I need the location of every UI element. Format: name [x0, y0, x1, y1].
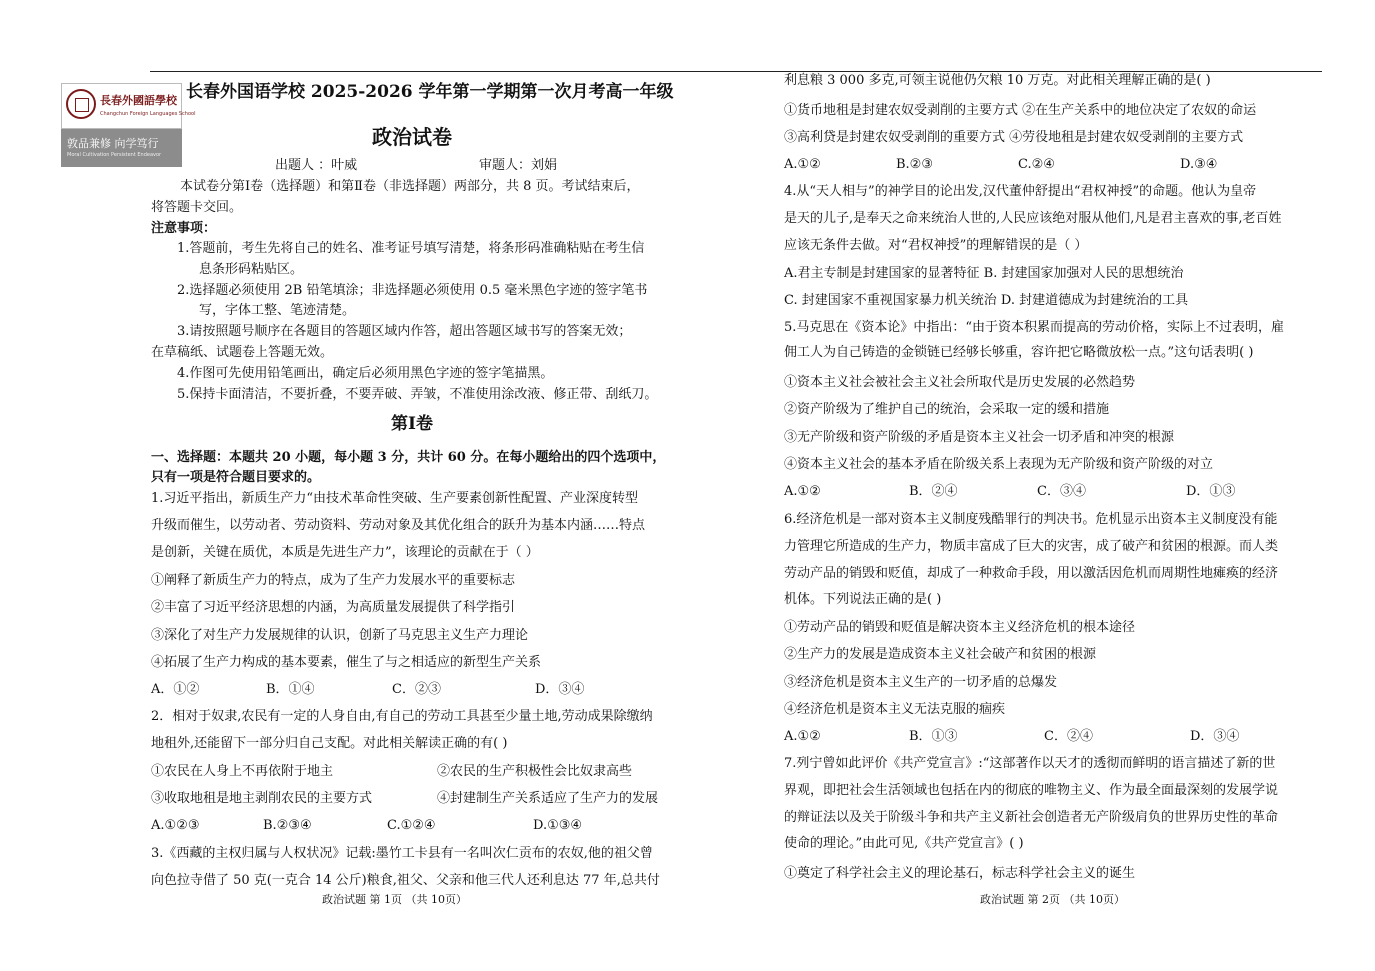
option: C.②④ [1018, 157, 1055, 172]
option: C．③④ [1037, 484, 1086, 499]
school-title: 长春外国语学校 2025-2026 学年第一学期第一次月考高一年级 [186, 82, 674, 102]
reviewer: 审题人：刘娟 [479, 158, 558, 173]
question-text: 3.《西藏的主权归属与人权状况》记载:墨竹工卡县有一名叫次仁贡布的农奴,他的祖父曾 [151, 846, 653, 861]
notice-item: 写，字体工整、笔迹清楚。 [199, 303, 356, 318]
question-item: ③深化了对生产力发展规律的认识，创新了马克思主义生产力理论 [151, 628, 529, 643]
question-text: 利息粮 3 000 多克,可领主说他仍欠粮 10 万克。对此相关理解正确的是( ) [784, 73, 1211, 88]
logo-school-name: 長春外國語學校 [100, 94, 177, 107]
notice-item: 2.选择题必须使用 2B 铅笔填涂；非选择题必须使用 0.5 毫米黑色字迹的签字笔书 [177, 283, 648, 298]
notice-title: 注意事项： [151, 221, 217, 236]
question-item: ①农民在人身上不再依附于地主 [151, 764, 334, 779]
option: D.①③④ [533, 818, 583, 833]
question-item: ①劳动产品的销毁和贬值是解决资本主义经济危机的根本途径 [784, 620, 1136, 635]
option: C．②④ [1044, 729, 1093, 744]
notice-item: 4.作图可先使用铅笔画出，确定后必须用黑色字迹的签字笔描黑。 [177, 366, 554, 381]
notice-item: 1.答题前，考生先将自己的姓名、准考证号填写清楚，将条形码准确粘贴在考生信 [177, 241, 645, 256]
option: A.君主专制是封建国家的显著特征 B. 封建国家加强对人民的思想统治 [784, 266, 1184, 281]
notice-item: 3.请按照题号顺序在各题目的答题区域内作答，超出答题区域书写的答案无效； [177, 324, 632, 339]
question-item: ③高利贷是封建农奴受剥削的重要方式 ④劳役地租是封建农奴受剥削的主要方式 [784, 130, 1244, 145]
question-text: 劳动产品的销毁和贬值，却成了一种救命手段，用以激活因危机而周期性地瘫痪的经济 [784, 566, 1279, 581]
question-text: 向色拉寺借了 50 克(一克合 14 公斤)粮食,祖父、父亲和他三代人还利息达 77 年,总共付 [151, 873, 660, 888]
question-item: ③无产阶级和资产阶级的矛盾是资本主义社会一切矛盾和冲突的根源 [784, 430, 1175, 445]
question-item: ②资产阶级为了维护自己的统治，会采取一定的缓和措施 [784, 402, 1110, 417]
option: B．①④ [266, 682, 315, 697]
logo-motto: 敦品兼修 向学笃行 [67, 137, 159, 150]
subject-title: 政治试卷 [372, 125, 452, 149]
question-text: 1.习近平指出，新质生产力“由技术革命性突破、生产要素创新性配置、产业深度转型 [151, 491, 639, 506]
question-item: ①货币地租是封建农奴受剥削的主要方式 ②在生产关系中的地位决定了农奴的命运 [784, 103, 1257, 118]
intro-line: 本试卷分第Ⅰ卷（选择题）和第Ⅱ卷（非选择题）两部分，共 8 页。考试结束后， [180, 179, 640, 194]
question-text: 5.马克思在《资本论》中指出：“由于资本积累而提高的劳动价格，实际上不过表明，雇 [784, 320, 1285, 335]
option: D．①③ [1186, 484, 1236, 499]
question-item: ④封建制生产关系适应了生产力的发展 [437, 791, 659, 806]
question-text: 应该无条件去做。对“君权神授”的理解错误的是（ ） [784, 238, 1088, 253]
notice-item: 在草稿纸、试题卷上答题无效。 [151, 345, 334, 360]
option: D．③④ [1190, 729, 1240, 744]
option: A.①② [784, 157, 821, 172]
option: D．③④ [535, 682, 585, 697]
option: A.①② [784, 484, 821, 499]
question-item: ④经济危机是资本主义无法克服的痼疾 [784, 702, 1006, 717]
question-text: 的辩证法以及关于阶级斗争和共产主义新社会创造者无产阶级肩负的世界历史性的革命 [784, 810, 1279, 825]
page-footer: 政治试题 第 2页 （共 10页） [980, 893, 1125, 906]
question-text: 力管理它所造成的生产力，物质丰富成了巨大的灾害，成了破产和贫困的根源。而人类 [784, 539, 1279, 554]
question-text: 7.列宁曾如此评价《共产党宣言》:“这部著作以天才的透彻而鲜明的语言描述了新的世 [784, 756, 1276, 771]
option: D.③④ [1180, 157, 1218, 172]
question-item: ①阐释了新质生产力的特点，成为了生产力发展水平的重要标志 [151, 573, 516, 588]
question-item: ③收取地租是地主剥削农民的主要方式 [151, 791, 373, 806]
option: B.②③ [896, 157, 933, 172]
header-rule [150, 71, 1322, 72]
question-text: 6.经济危机是一部对资本主义制度残酷罪行的判决书。危机显示出资本主义制度没有能 [784, 512, 1278, 527]
instruction: 只有一项是符合题目要求的。 [151, 470, 321, 485]
intro-line: 将答题卡交回。 [151, 200, 243, 215]
setter: 出题人 ：叶威 [275, 158, 358, 173]
instruction: 一、选择题：本题共 20 小题，每小题 3 分，共计 60 分。在每小题给出的四个选项中， [151, 450, 666, 465]
question-text: 是创新，关键在质优，本质是先进生产力”，该理论的贡献在于（ ） [151, 545, 539, 560]
question-item: ③经济危机是资本主义生产的一切矛盾的总爆发 [784, 675, 1058, 690]
question-text: 2．相对于奴隶,农民有一定的人身自由,有自己的劳动工具甚至少量土地,劳动成果除缴纳 [151, 709, 653, 724]
school-seal-icon [66, 89, 96, 119]
notice-item: 息条形码粘贴区。 [199, 262, 304, 277]
question-text: 4.从“天人相与”的神学目的论出发,汉代董仲舒提出“君权神授”的命题。他认为皇帝 [784, 184, 1257, 199]
question-item: ②丰富了习近平经济思想的内涵，为高质量发展提供了科学指引 [151, 600, 516, 615]
option: B．②④ [909, 484, 958, 499]
question-text: 机体。下列说法正确的是( ) [784, 592, 942, 607]
question-item: ②生产力的发展是造成资本主义社会破产和贫困的根源 [784, 647, 1097, 662]
option: A.①②③ [151, 818, 200, 833]
logo-motto-en: Moral Cultivation Persistent Endeavor [67, 152, 162, 158]
question-text: 升级而催生，以劳动者、劳动资料、劳动对象及其优化组合的跃升为基本内涵……特点 [151, 518, 646, 533]
question-text: 地租外,还能留下一部分归自己支配。对此相关解读正确的有( ) [151, 736, 508, 751]
option: C．②③ [392, 682, 441, 697]
notice-item: 5.保持卡面清洁，不要折叠，不要弄破、弄皱，不准使用涂改液、修正带、刮纸刀。 [177, 387, 658, 402]
logo-school-name-en: Changchun Foreign Languages School [100, 111, 196, 117]
question-item: ①资本主义社会被社会主义社会所取代是历史发展的必然趋势 [784, 375, 1136, 390]
option: A．①② [151, 682, 200, 697]
question-item: ④资本主义社会的基本矛盾在阶级关系上表现为无产阶级和资产阶级的对立 [784, 457, 1214, 472]
question-item: ①奠定了科学社会主义的理论基石，标志科学社会主义的诞生 [784, 866, 1136, 881]
question-text: 界观，即把社会生活领域也包括在内的彻底的唯物主义、作为最全面最深刻的发展学说 [784, 783, 1279, 798]
option: C. 封建国家不重视国家暴力机关统治 D. 封建道德成为封建统治的工具 [784, 293, 1189, 308]
school-logo [61, 83, 196, 167]
option: B.②③④ [263, 818, 312, 833]
question-text: 使命的理论。”由此可见,《共产党宣言》( ) [784, 836, 1024, 851]
page-footer: 政治试题 第 1页 （共 10页） [322, 893, 467, 906]
option: A.①② [784, 729, 821, 744]
question-item: ④拓展了生产力构成的基本要素，催生了与之相适应的新型生产关系 [151, 655, 542, 670]
logo-emblem-area [61, 83, 196, 129]
question-text: 是天的儿子,是奉天之命来统治人世的,人民应该绝对服从他们,凡是君主喜欢的事,老百姓 [784, 211, 1282, 226]
option: C.①②④ [387, 818, 436, 833]
section-title: 第Ⅰ卷 [391, 414, 433, 434]
option: B．①③ [909, 729, 958, 744]
question-text: 佣工人为自己铸造的金锁链已经够长够重，容许把它略微放松一点。”这句话表明( ) [784, 345, 1254, 360]
question-item: ②农民的生产积极性会比奴隶高些 [437, 764, 633, 779]
